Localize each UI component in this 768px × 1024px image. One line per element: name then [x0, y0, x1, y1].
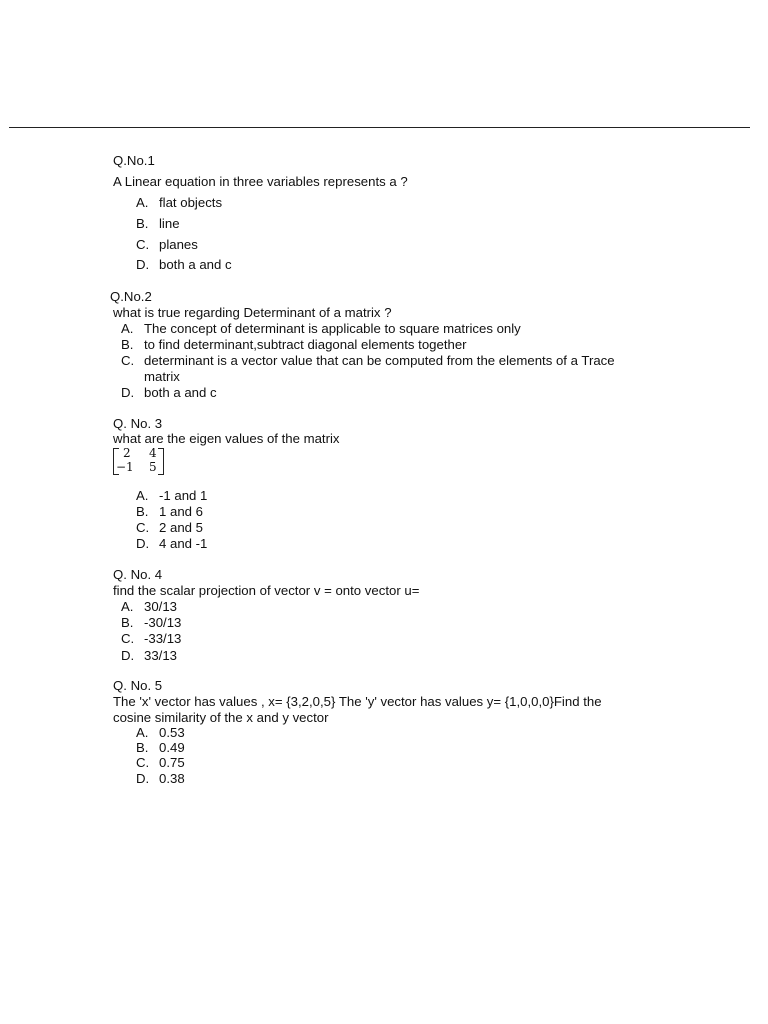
option-d	[136, 536, 208, 552]
option-text: both a and c	[159, 257, 232, 272]
option-text: -33/13	[144, 631, 182, 646]
option-letter: A.	[136, 725, 149, 740]
option-b	[121, 615, 182, 631]
option-letter: B.	[136, 740, 149, 755]
question-text: A Linear equation in three variables represents a ?	[113, 174, 408, 189]
option-letter: B.	[121, 337, 134, 352]
question-number: Q. No. 3	[113, 416, 163, 431]
option-text-continued: matrix	[144, 369, 180, 384]
question-text: The 'x' vector has values , x= {3,2,0,5} The 'y' vector has values y= {1,0,0,0}Find the	[113, 694, 602, 709]
option-a	[136, 195, 223, 211]
option-d	[121, 385, 217, 401]
matrix-cell: 2	[123, 446, 131, 460]
option-text: 0.75	[159, 755, 185, 770]
matrix-cell: 4	[149, 446, 157, 460]
right-bracket	[158, 448, 164, 475]
option-text: 2 and 5	[159, 520, 203, 535]
option-text: 1 and 6	[159, 504, 203, 519]
option-c	[136, 237, 198, 253]
option-text: -1 and 1	[159, 488, 208, 503]
option-text: to find determinant,subtract diagonal elements together	[144, 337, 467, 352]
option-a	[121, 599, 178, 615]
option-letter: C.	[136, 520, 150, 535]
option-letter: D.	[121, 648, 135, 663]
option-letter: C.	[136, 755, 150, 770]
option-letter: B.	[136, 216, 149, 231]
option-text: line	[159, 216, 180, 231]
option-a	[136, 725, 185, 741]
option-a	[136, 488, 208, 504]
option-letter: A.	[121, 599, 134, 614]
option-b	[136, 216, 180, 232]
option-letter: A.	[121, 321, 134, 336]
option-text: 30/13	[144, 599, 178, 614]
matrix-cell: −1	[116, 460, 134, 474]
option-a	[121, 321, 521, 337]
matrix-cell: 5	[149, 460, 157, 474]
matrix	[113, 448, 165, 474]
option-c	[121, 631, 182, 647]
option-c	[136, 520, 203, 536]
question-text: what is true regarding Determinant of a matrix ?	[113, 305, 392, 320]
option-text: 33/13	[144, 648, 178, 663]
option-letter: D.	[136, 257, 150, 272]
question-number: Q.No.1	[113, 153, 155, 168]
option-b	[136, 504, 203, 520]
option-d	[121, 648, 178, 664]
option-letter: D.	[136, 536, 150, 551]
option-text: determinant is a vector value that can be computed from the elements of a Trace	[144, 353, 615, 368]
question-text: what are the eigen values of the matrix	[113, 431, 340, 446]
option-text: 0.38	[159, 771, 185, 786]
option-c	[136, 755, 185, 771]
option-c	[121, 353, 615, 384]
option-letter: D.	[136, 771, 150, 786]
question-text: find the scalar projection of vector v = onto vector u=	[113, 583, 420, 598]
option-letter: C.	[136, 237, 150, 252]
option-letter: D.	[121, 385, 135, 400]
question-number: Q. No. 4	[113, 567, 163, 582]
option-text: 4 and -1	[159, 536, 208, 551]
option-letter: B.	[136, 504, 149, 519]
question-number: Q. No. 5	[113, 678, 163, 693]
option-letter: C.	[121, 353, 135, 368]
option-letter: A.	[136, 488, 149, 503]
option-letter: C.	[121, 631, 135, 646]
header-rule	[9, 127, 750, 128]
option-text: both a and c	[144, 385, 217, 400]
question-number: Q.No.2	[110, 289, 152, 304]
option-text: -30/13	[144, 615, 182, 630]
option-d	[136, 771, 185, 787]
option-text: planes	[159, 237, 198, 252]
option-text: The concept of determinant is applicable to square matrices only	[144, 321, 521, 336]
option-text: 0.53	[159, 725, 185, 740]
option-text: 0.49	[159, 740, 185, 755]
option-b	[136, 740, 185, 756]
question-text-continued: cosine similarity of the x and y vector	[113, 710, 329, 725]
option-b	[121, 337, 467, 353]
option-d	[136, 257, 232, 273]
option-letter: A.	[136, 195, 149, 210]
option-text: flat objects	[159, 195, 223, 210]
option-letter: B.	[121, 615, 134, 630]
